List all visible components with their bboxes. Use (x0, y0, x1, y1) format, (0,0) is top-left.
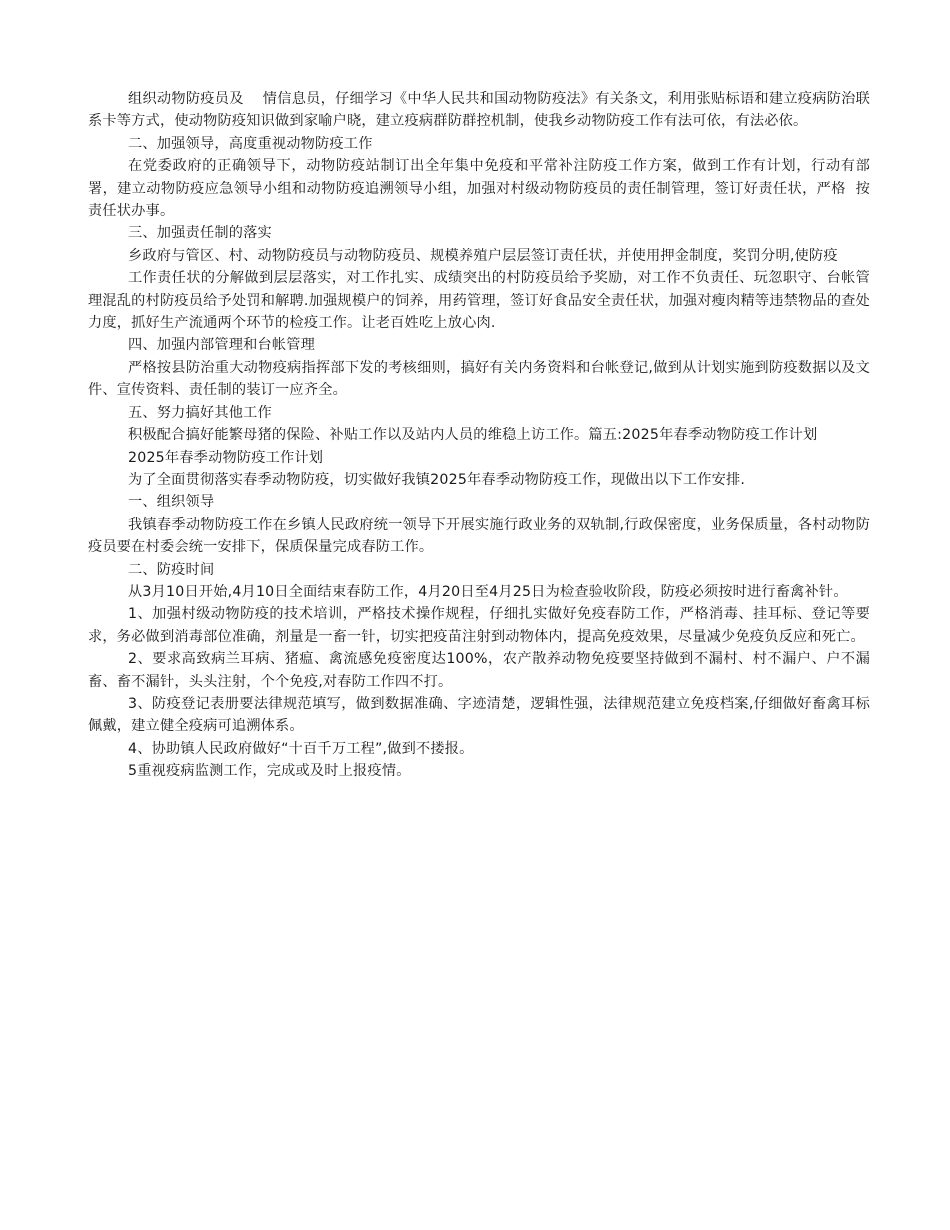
paragraph-leadership: 在党委政府的正确领导下，动物防疫站制订出全年集中免疫和平常补注防疫工作方案，做到工作有计划，行动有部署，建立动物防疫应急领导小组和动物防疫追溯领导小组，加强对村级动物防疫员的责任制管理，签订好责任状，严格 按责任状办事。 (88, 158, 870, 220)
list-item-training: 1、加强村级动物防疫的技术培训，严格技术操作规程，仔细扎实做好免疫春防工作，严格消毒、挂耳标、登记等要求，务必做到消毒部位准确，剂量是一畜一针，切实把疫苗注射到动物体内，提高免疫效果，尽量减少免疫负反应和死亡。 (88, 606, 870, 645)
paragraph-schedule: 从3月10日开始,4月10日全面结束春防工作，4月20日至4月25日为检查验收阶段，防疫必须按时进行畜禽补针。 (128, 583, 848, 600)
plan-title: 2025年春季动物防疫工作计划 (128, 449, 324, 466)
section-heading-leadership: 二、加强领导，高度重视动物防疫工作 (128, 135, 373, 152)
paragraph-plan-intro: 为了全面贯彻落实春季动物防疫，切实做好我镇2025年春季动物防疫工作，现做出以下工作安排. (128, 471, 746, 488)
section-heading-management: 四、加强内部管理和台帐管理 (128, 337, 316, 354)
section-heading-schedule: 二、防疫时间 (128, 561, 215, 578)
paragraph-other-work: 积极配合搞好能繁母猪的保险、补贴工作以及站内人员的维稳上访工作。篇五:2025年春季动物防疫工作计划 (128, 427, 818, 444)
document-body (88, 88, 870, 783)
list-item-registration: 3、防疫登记表册要法律规范填写，做到数据准确、字迹清楚，逻辑性强，法律规范建立免疫档案,仔细做好畜禽耳标佩戴，建立健全疫病可追溯体系。 (88, 695, 870, 735)
section-heading-organization: 一、组织领导 (128, 494, 215, 511)
paragraph-management: 严格按县防治重大动物疫病指挥部下发的考核细则，搞好有关内务资料和台帐登记,做到从计划实施到防疫数据以及文件、宣传资料、责任制的装订一应齐全。 (88, 359, 870, 399)
paragraph-intro: 组织动物防疫员及 情信息员，仔细学习《中华人民共和国动物防疫法》有关条文，利用张贴标语和建立疫病防治联系卡等方式，使动物防疫知识做到家喻户晓，建立疫病群防群控机制，使我乡动物防疫工作有法可依，有法必依。 (88, 91, 870, 130)
paragraph-organization: 我镇春季动物防疫工作在乡镇人民政府统一领导下开展实施行政业务的双轨制,行政保密度，业务保质量，各村动物防疫员要在村委会统一安排下，保质保量完成春防工作。 (88, 516, 870, 556)
list-item-monitoring: 5重视疫病监测工作，完成或及时上报疫情。 (128, 763, 411, 780)
list-item-assist: 4、协助镇人民政府做好“十百千万工程”,做到不搂报。 (128, 740, 474, 757)
paragraph-responsibility: 乡政府与管区、村、动物防疫员与动物防疫员、规模养殖户层层签订责任状，并使用押金制度，奖罚分明,使防疫 (128, 247, 838, 264)
list-item-coverage: 2、要求高致病兰耳病、猪瘟、禽流感免疫密度达100%，农产散养动物免疫要坚持做到不漏村、村不漏户、户不漏畜、畜不漏针，头头注射，个个免疫,对春防工作四不打。 (88, 651, 870, 690)
section-heading-other-work: 五、努力搞好其他工作 (128, 404, 272, 421)
section-heading-responsibility: 三、加强责任制的落实 (128, 225, 272, 242)
paragraph-responsibility-detail: 工作责任状的分解做到层层落实，对工作扎实、成绩突出的村防疫员给予奖励，对工作不负责任、玩忽职守、台帐管理混乱的村防疫员给予处罚和解聘.加强规模户的饲养，用药管理，签订好食品安全责任状，加强对瘦肉精等违禁物品的查处力度，抓好生产流通两个环节的检疫工作。让老百姓吃上放心肉. (88, 270, 870, 332)
